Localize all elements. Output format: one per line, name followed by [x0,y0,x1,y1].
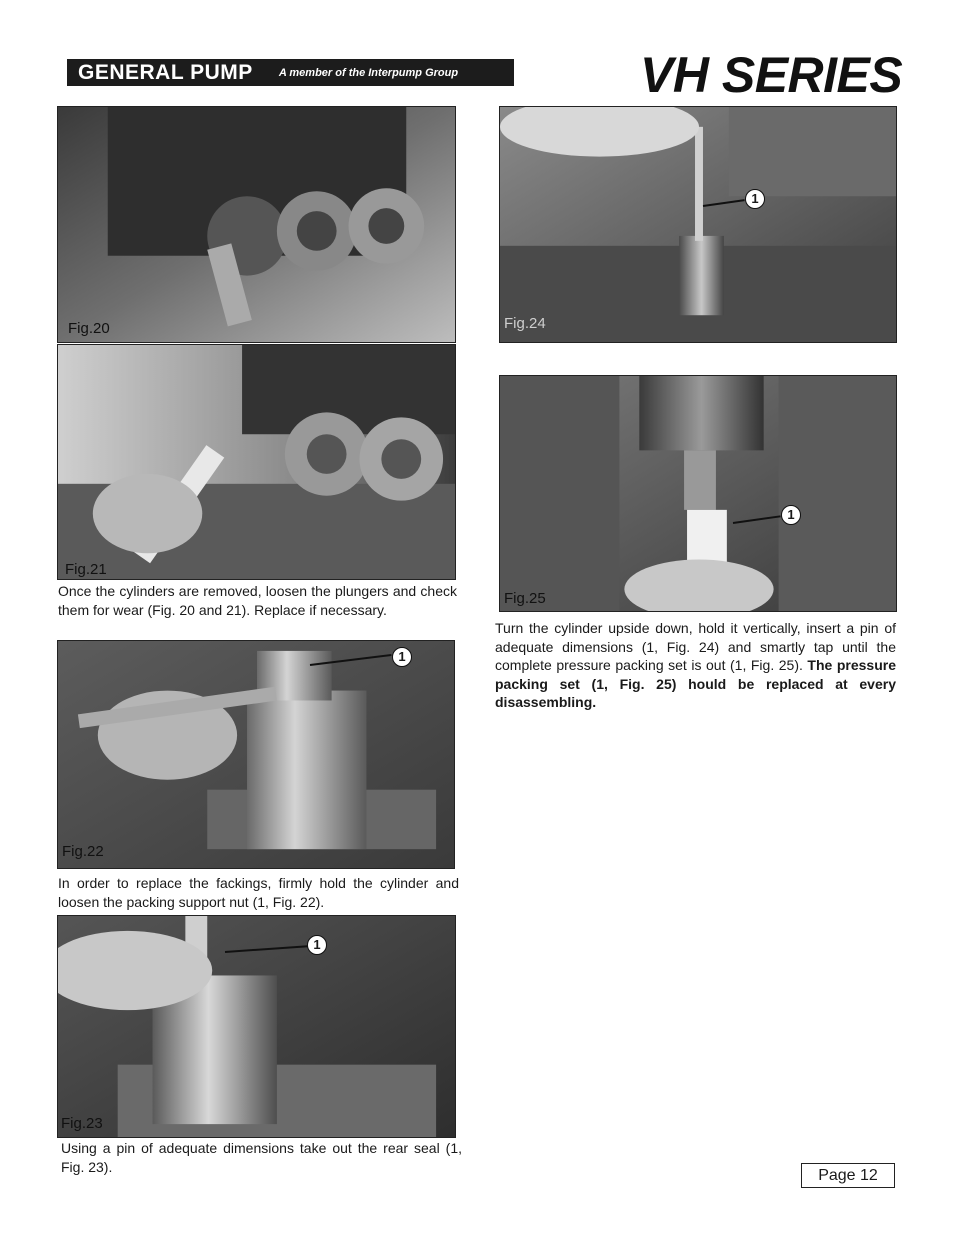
paragraph-fig24-25-warning: The pressure packing set (1, Fig. 25) hould be replaced at every disassembling. [495,657,896,710]
page-number: Page 12 [801,1163,895,1188]
series-title: VH SERIES [640,47,903,103]
fig22-callout: 1 [392,647,412,667]
paragraph-fig24-25-text: Turn the cylinder upside down, hold it vertically, insert a pin of adequate dimensions (1, Fig. 24) and smartly tap until the complete pressure packing set is out (1, Fig. 25). [495,620,896,673]
brand-bar [67,59,514,86]
paragraph-fig23: Using a pin of adequate dimensions take out the rear seal (1, Fig. 23). [61,1140,462,1175]
fig25-callout: 1 [781,505,801,525]
fig25-label: Fig.25 [504,590,546,607]
fig22-label: Fig.22 [62,843,104,860]
paragraph-fig20-21: Once the cylinders are removed, loosen the plungers and check them for wear (Fig. 20 and 21). Replace if necessary. [58,583,457,618]
fig24-label: Fig.24 [504,315,546,332]
photo-fig21 [57,344,456,580]
fig20-label: Fig.20 [68,320,110,337]
paragraph-fig24-25 [495,619,896,712]
fig24-callout: 1 [745,189,765,209]
fig21-label: Fig.21 [65,561,107,578]
paragraph-fig22: In order to replace the fackings, firmly hold the cylinder and loosen the packing support nut (1, Fig. 22). [58,875,459,910]
brand-name: GENERAL PUMP [78,60,253,84]
brand-tagline: A member of the Interpump Group [278,66,459,79]
photo-fig25 [499,375,897,612]
fig23-label: Fig.23 [61,1115,103,1132]
fig23-callout: 1 [307,935,327,955]
photo-fig20 [57,106,456,343]
photo-fig22 [57,640,455,869]
photo-fig24 [499,106,897,343]
